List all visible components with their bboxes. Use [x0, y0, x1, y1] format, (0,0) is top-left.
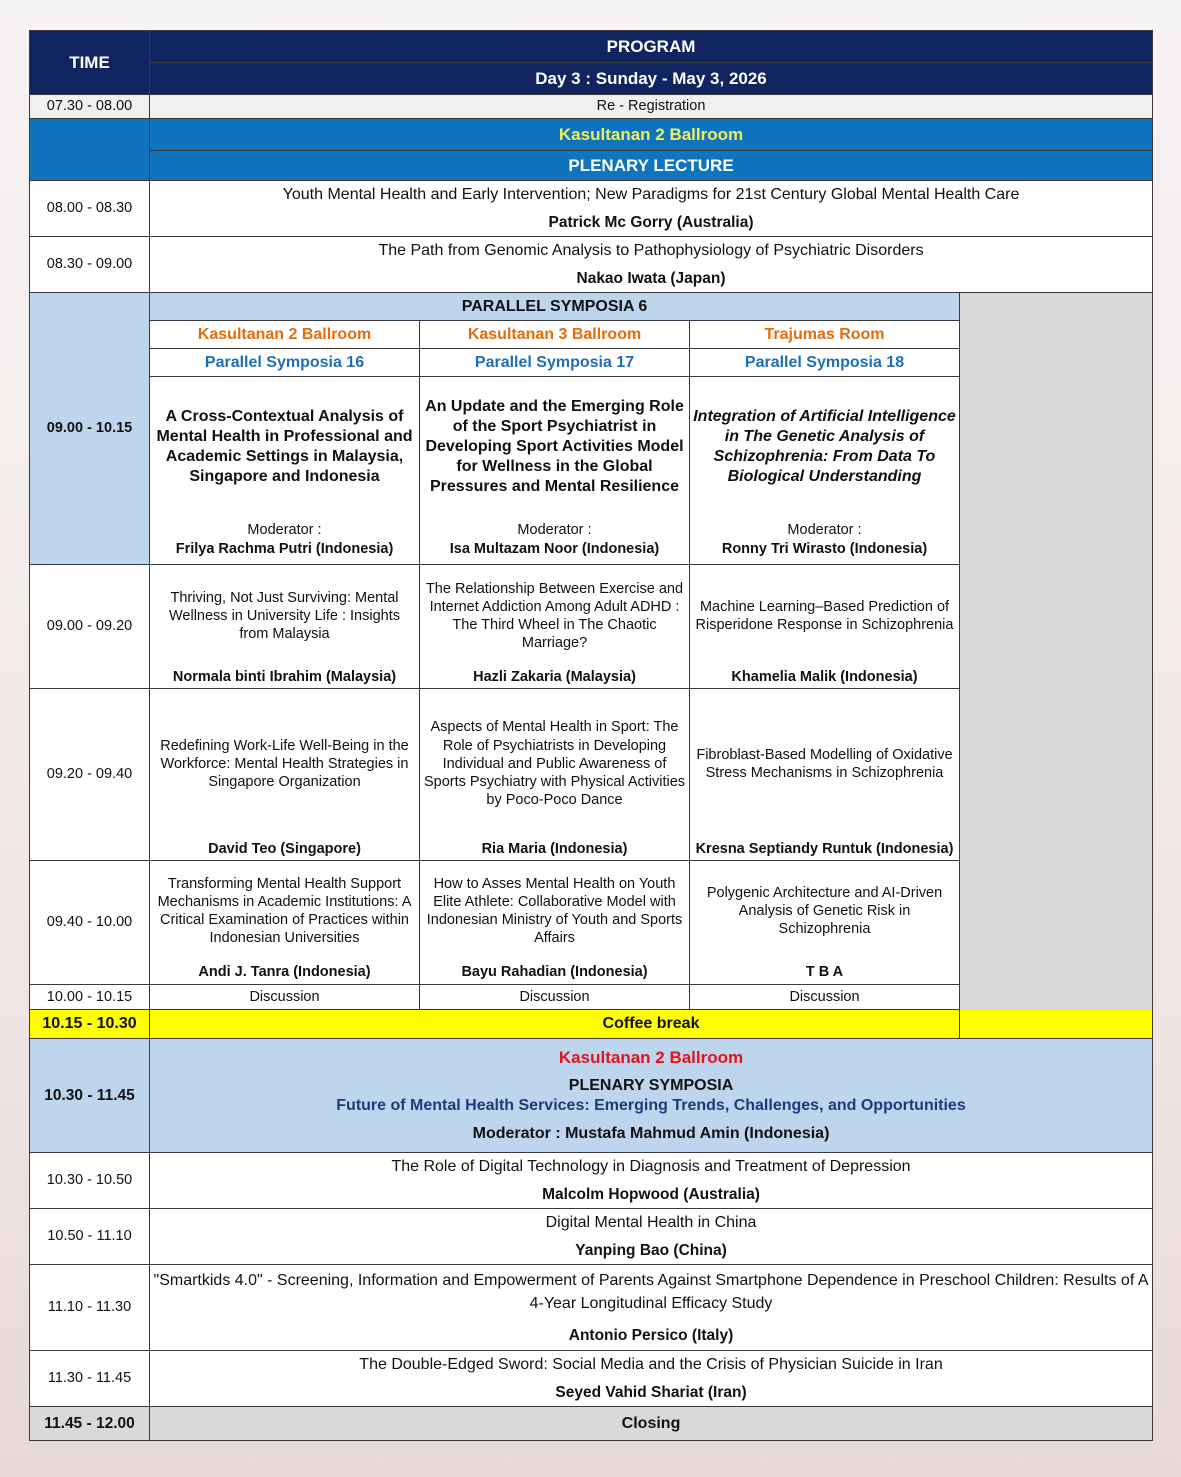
- time-cell: 10.30 - 11.45: [30, 1039, 150, 1153]
- time-cell: 10.00 - 10.15: [30, 985, 150, 1010]
- plenary-symposia-moderator: Moderator : Mustafa Mahmud Amin (Indonesia): [472, 1125, 830, 1143]
- room-name: Trajumas Room: [690, 321, 960, 349]
- moderator-name: Frilya Rachma Putri (Indonesia): [175, 541, 394, 558]
- parallel-symposia-label: PARALLEL SYMPOSIA 6: [150, 293, 960, 321]
- symposium-number: Parallel Symposia 17: [420, 349, 690, 377]
- plenary-talk-row: [30, 237, 1153, 265]
- moderator-cell: [150, 517, 420, 565]
- moderator-label: Moderator :: [247, 521, 322, 538]
- talk-title: Aspects of Mental Health in Sport: The Role of Psychiatrists in Developing Individual and Public Awareness of Sports Psychiatry with Physical Activities by Poco-Poco Dance: [420, 689, 690, 839]
- discussion-label: Discussion: [690, 985, 960, 1010]
- moderator-name: Isa Multazam Noor (Indonesia): [449, 541, 660, 558]
- plenary-lecture-label: PLENARY LECTURE: [150, 151, 1153, 181]
- talk-title: The Path from Genomic Analysis to Pathophysiology of Psychiatric Disorders: [150, 237, 1153, 265]
- parallel-time-cell: 09.00 - 10.15: [30, 293, 150, 565]
- plenary-symposia-theme: Future of Mental Health Services: Emerging Trends, Challenges, and Opportunities: [336, 1097, 966, 1115]
- plenary-symposia-header: [150, 1039, 1153, 1153]
- moderator-label: Moderator :: [517, 521, 592, 538]
- talk-speaker: Hazli Zakaria (Malaysia): [420, 667, 690, 689]
- symposium-number: Parallel Symposia 16: [150, 349, 420, 377]
- plenary-talk-row: [30, 1265, 1153, 1321]
- program-header: PROGRAM: [150, 31, 1153, 63]
- plenary-talk-row: [30, 181, 1153, 209]
- talk-title: "Smartkids 4.0" - Screening, Information and Empowerment of Parents Against Smartphone Dependence in Preschool Children: Results of A 4-Year Longitudinal Efficacy Study: [150, 1265, 1153, 1321]
- registration-row: [30, 95, 1153, 119]
- talk-title: Fibroblast-Based Modelling of Oxidative Stress Mechanisms in Schizophrenia: [690, 689, 960, 839]
- time-cell: 10.30 - 10.50: [30, 1153, 150, 1209]
- talk-title: Thriving, Not Just Surviving: Mental Wellness in University Life : Insights from Malaysia: [150, 565, 420, 667]
- time-cell: 11.10 - 11.30: [30, 1265, 150, 1351]
- day-header: Day 3 : Sunday - May 3, 2026: [150, 63, 1153, 95]
- registration-label: Re - Registration: [150, 95, 1153, 119]
- blank-time-cell: [30, 119, 150, 181]
- talk-speaker: Patrick Mc Gorry (Australia): [150, 209, 1153, 237]
- talk-title: Machine Learning–Based Prediction of Risperidone Response in Schizophrenia: [690, 565, 960, 667]
- discussion-label: Discussion: [150, 985, 420, 1010]
- time-cell: 08.30 - 09.00: [30, 237, 150, 293]
- symposium-title: A Cross-Contextual Analysis of Mental Health in Professional and Academic Settings in Malaysia, Singapore and Indonesia: [150, 377, 420, 517]
- moderator-label: Moderator :: [787, 521, 862, 538]
- symposium-title: Integration of Artificial Intelligence in The Genetic Analysis of Schizophrenia: From Data To Biological Understanding: [690, 377, 960, 517]
- talk-speaker: Malcolm Hopwood (Australia): [150, 1181, 1153, 1209]
- moderator-name: Ronny Tri Wirasto (Indonesia): [721, 541, 928, 558]
- talk-speaker: Nakao Iwata (Japan): [150, 265, 1153, 293]
- moderator-cell: [690, 517, 960, 565]
- closing-row: [30, 1407, 1153, 1441]
- plenary-talk-row: [30, 1209, 1153, 1237]
- talk-speaker: Kresna Septiandy Runtuk (Indonesia): [690, 839, 960, 861]
- time-cell: 08.00 - 08.30: [30, 181, 150, 237]
- talk-speaker: Khamelia Malik (Indonesia): [690, 667, 960, 689]
- talk-title: How to Asses Mental Health on Youth Elite Athlete: Collaborative Model with Indonesian Ministry of Youth and Sports Affairs: [420, 861, 690, 961]
- time-cell: 07.30 - 08.00: [30, 95, 150, 119]
- room-header: [150, 119, 1153, 151]
- talk-title: Youth Mental Health and Early Intervention; New Paradigms for 21st Century Global Mental Health Care: [150, 181, 1153, 209]
- room-name: Kasultanan 2 Ballroom: [150, 321, 420, 349]
- talk-speaker: David Teo (Singapore): [150, 839, 420, 861]
- coffee-break-row: [30, 1010, 1153, 1039]
- program-table: [29, 30, 1153, 1441]
- talk-speaker: Ria Maria (Indonesia): [420, 839, 690, 861]
- time-cell: 10.50 - 11.10: [30, 1209, 150, 1265]
- time-cell: 09.20 - 09.40: [30, 689, 150, 861]
- time-cell: 11.30 - 11.45: [30, 1351, 150, 1407]
- talk-speaker: Normala binti Ibrahim (Malaysia): [150, 667, 420, 689]
- talk-title: The Role of Digital Technology in Diagnosis and Treatment of Depression: [150, 1153, 1153, 1181]
- talk-title: Transforming Mental Health Support Mechanisms in Academic Institutions: A Critical Examination of Practices within Indonesian Universities: [150, 861, 420, 961]
- plenary-symposia-label: PLENARY SYMPOSIA: [568, 1077, 734, 1095]
- time-cell: 09.00 - 09.20: [30, 565, 150, 689]
- time-cell: 10.15 - 10.30: [30, 1010, 150, 1039]
- time-cell: 11.45 - 12.00: [30, 1407, 150, 1441]
- talk-speaker: Antonio Persico (Italy): [150, 1321, 1153, 1351]
- time-cell: 09.40 - 10.00: [30, 861, 150, 985]
- plenary-talk-row: [30, 1351, 1153, 1379]
- closing-label: Closing: [150, 1407, 1153, 1441]
- talk-speaker: Seyed Vahid Shariat (Iran): [150, 1379, 1153, 1407]
- plenary-talk-row: [30, 1153, 1153, 1181]
- room-name: Kasultanan 2 Ballroom: [558, 1047, 744, 1067]
- talk-speaker: Yanping Bao (China): [150, 1237, 1153, 1265]
- discussion-label: Discussion: [420, 985, 690, 1010]
- talk-title: Polygenic Architecture and AI-Driven Analysis of Genetic Risk in Schizophrenia: [690, 861, 960, 961]
- room-name: Kasultanan 3 Ballroom: [420, 321, 690, 349]
- talk-title: Redefining Work-Life Well-Being in the Workforce: Mental Health Strategies in Singapore Organization: [150, 689, 420, 839]
- talk-title: The Double-Edged Sword: Social Media and the Crisis of Physician Suicide in Iran: [150, 1351, 1153, 1379]
- talk-title: The Relationship Between Exercise and Internet Addiction Among Adult ADHD : The Third Wheel in The Chaotic Marriage?: [420, 565, 690, 667]
- talk-speaker: Bayu Rahadian (Indonesia): [420, 961, 690, 985]
- talk-title: Digital Mental Health in China: [150, 1209, 1153, 1237]
- symposium-number: Parallel Symposia 18: [690, 349, 960, 377]
- symposium-title: An Update and the Emerging Role of the Sport Psychiatrist in Developing Sport Activities Model for Wellness in the Global Pressures and Mental Resilience: [420, 377, 690, 517]
- empty-gray-column: [960, 293, 1153, 1039]
- room-name: Kasultanan 2 Ballroom: [558, 124, 744, 144]
- moderator-cell: [420, 517, 690, 565]
- coffee-break-label: Coffee break: [150, 1010, 1153, 1039]
- talk-speaker: Andi J. Tanra (Indonesia): [150, 961, 420, 985]
- time-header: TIME: [30, 31, 150, 95]
- talk-speaker: T B A: [690, 961, 960, 985]
